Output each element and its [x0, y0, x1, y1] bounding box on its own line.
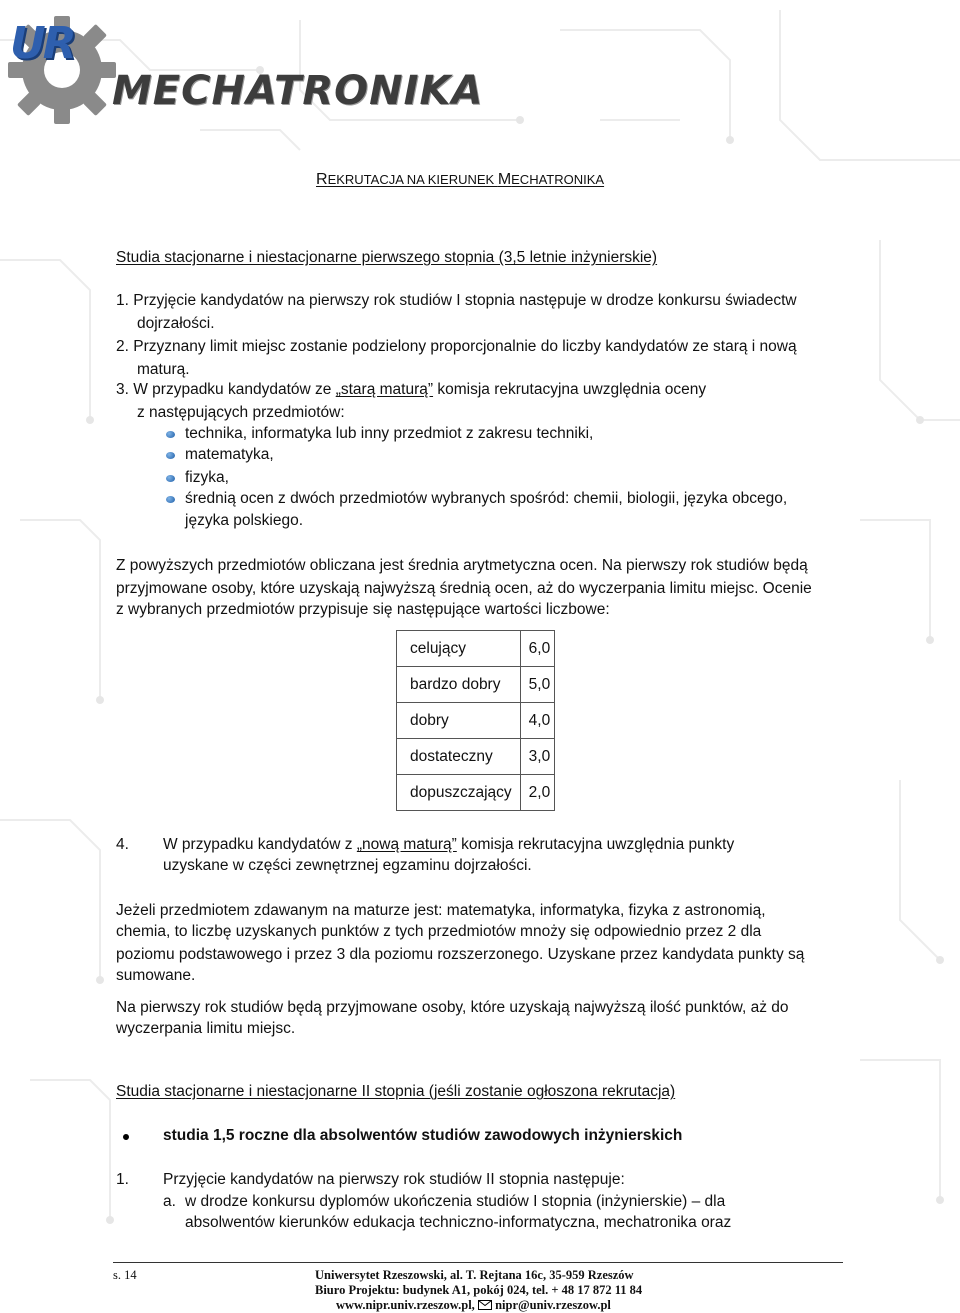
logo-wordmark: MECHATRONIKA: [112, 68, 484, 114]
sub-item-line2: absolwentów kierunków edukacja techniczno-informatyczna, mechatronika oraz: [185, 1214, 732, 1231]
footer-contact: [336, 1298, 611, 1313]
paragraph-line: Z powyższych przedmiotów obliczana jest średnia arytmetyczna ocen. Na pierwszy rok studiów będą: [116, 557, 808, 574]
page-title: REKRUTACJA NA KIERUNEK MECHATRONIKA: [316, 171, 605, 188]
bullet-item: technika, informatyka lub inny przedmiot z zakresu techniki,: [185, 425, 594, 442]
grade-name: celujący: [397, 631, 521, 667]
paragraph-line: Jeżeli przedmiotem zdawanym na maturze jest: matematyka, informatyka, fizyka z astronomią,: [116, 902, 766, 919]
item3-line1: 3. W przypadku kandydatów ze „starą maturą” komisja rekrutacyjna uwzględnia oceny: [116, 381, 707, 398]
item1-line1: 1. Przyjęcie kandydatów na pierwszy rok studiów I stopnia następuje w drodze konkursu świadectw: [116, 292, 797, 309]
grade-value: 5,0: [520, 667, 555, 703]
bullet-item-continued: języka polskiego.: [185, 512, 304, 529]
grade-value: 3,0: [520, 739, 555, 775]
bullet-icon: [166, 431, 175, 438]
item4-number: 4.: [116, 836, 129, 853]
table-row: [397, 739, 555, 775]
footer-divider: [113, 1262, 843, 1263]
paragraph-line: przyjmowane osoby, które uzyskają najwyższą średnią ocen, aż do wyczerpania limitu miejsc. Ocenie: [116, 580, 812, 597]
sub-item-line1: w drodze konkursu dyplomów ukończenia studiów I stopnia (inżynierskie) – dla: [185, 1193, 726, 1210]
bullet-icon: [166, 452, 175, 459]
footer-office: Biuro Projektu: budynek A1, pokój 024, tel. + 48 17 872 11 84: [315, 1283, 643, 1297]
item1-line2: dojrzałości.: [137, 315, 215, 332]
grade-name: dobry: [397, 703, 521, 739]
table-row: [397, 631, 555, 667]
section1-heading: Studia stacjonarne i niestacjonarne pierwszego stopnia (3,5 letnie inżynierskie): [116, 249, 658, 266]
bold-bullet-item: studia 1,5 roczne dla absolwentów studiów zawodowych inżynierskich: [163, 1127, 683, 1144]
section2-item1-text: Przyjęcie kandydatów na pierwszy rok studiów II stopnia następuje:: [163, 1171, 625, 1188]
table-row: [397, 775, 555, 811]
page-number: s. 14: [113, 1268, 137, 1282]
grade-name: bardzo dobry: [397, 667, 521, 703]
bullet-item: średnią ocen z dwóch przedmiotów wybranych spośród: chemii, biologii, języka obcego,: [185, 490, 788, 507]
paragraph-line: Na pierwszy rok studiów będą przyjmowane osoby, które uzyskają najwyższą ilość punktów, aż do: [116, 999, 789, 1016]
paragraph-line: z wybranych przedmiotów przypisuje się następujące wartości liczbowe:: [116, 601, 610, 618]
paragraph-line: wyczerpania limitu miejsc.: [116, 1020, 296, 1037]
paragraph-line: sumowane.: [116, 967, 196, 984]
grade-value: 6,0: [520, 631, 555, 667]
section2-item1-number: 1.: [116, 1171, 129, 1188]
grade-value: 4,0: [520, 703, 555, 739]
paragraph-line: chemia, to liczbę uzyskanych punktów z tych przedmiotów mnoży się odpowiednio przez 2 dla: [116, 923, 762, 940]
sub-item-label: a.: [163, 1193, 176, 1210]
grade-name: dopuszczający: [397, 775, 521, 811]
item2-line1: 2. Przyznany limit miejsc zostanie podzielony proporcjonalnie do liczby kandydatów ze starą i nową: [116, 338, 797, 355]
bullet-icon: [166, 496, 175, 503]
bullet-item: matematyka,: [185, 446, 274, 463]
footer-address: Uniwersytet Rzeszowski, al. T. Rejtana 16c, 35-959 Rzeszów: [315, 1268, 634, 1282]
logo-letters: UR: [10, 18, 74, 69]
item4-line1: W przypadku kandydatów z „nową maturą” komisja rekrutacyjna uwzględnia punkty: [163, 836, 735, 853]
bullet-item: fizyka,: [185, 469, 229, 486]
grade-name: dostateczny: [397, 739, 521, 775]
item4-line2: uzyskane w części zewnętrznej egzaminu dojrzałości.: [163, 857, 532, 874]
footer-website-link[interactable]: www.nipr.univ.rzeszow.pl,: [336, 1298, 475, 1312]
table-row: [397, 703, 555, 739]
bullet-icon: [166, 475, 175, 482]
bullet-icon: [123, 1134, 129, 1140]
paragraph-line: poziomu podstawowego i przez 3 dla poziomu rozszerzonego. Uzyskane przez kandydata punkty są: [116, 946, 805, 963]
item2-line2: maturą.: [137, 361, 190, 378]
grades-table: [396, 630, 555, 811]
table-row: [397, 667, 555, 703]
section2-heading: Studia stacjonarne i niestacjonarne II stopnia (jeśli zostanie ogłoszona rekrutacja): [116, 1083, 676, 1100]
envelope-icon: [478, 1300, 492, 1310]
grade-value: 2,0: [520, 775, 555, 811]
item3-line2: z następujących przedmiotów:: [137, 404, 345, 421]
footer-email-link[interactable]: nipr@univ.rzeszow.pl: [495, 1298, 611, 1312]
